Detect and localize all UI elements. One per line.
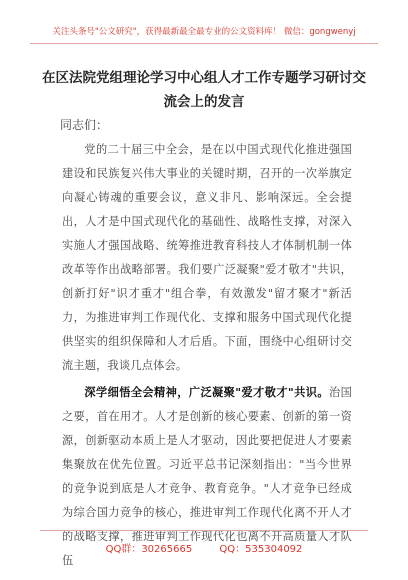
header-promo-text: 关注头条号"公文研究"，获得最新最全最专业的公文资料库！ 微信：gongwenyj [52,27,356,37]
footer-qq: QQ：535304092 [219,544,303,555]
footer-qq-group: QQ群：30265665 [105,544,193,555]
paragraph-body: 治国之要，首在用才。人才是创新的核心要素、创新的第一资源，创新驱动本质上是人才驱动，因此要把促进人才要素集聚放在优先位置。习近平总书记深刻指出："当今世界的竞争说到底是人才竞争、教育竞争。"人才竞争已经成为综合国力竞争的核心，推进审判工作现代化离不开人才的战略支撑，推进审判工作现代化也离不开高质量人才队伍 [62,386,352,567]
document-title: 在区法院党组理论学习中心组人才工作专题学习研讨交流会上的发言 [42,70,366,110]
page-footer [0,530,408,560]
salutation: 同志们： [60,118,109,132]
header-divider [30,43,378,44]
footer-divider [40,530,368,531]
paragraph-heading: 深学细悟全会精神，广泛凝聚"爱才敬才"共识。 [84,385,329,399]
body-paragraph-1: 党的二十届三中全会，是在以中国式现代化推进强国建设和民族复兴伟大事业的关键时期，召开的一次举旗定向凝心铸魂的重要会议，意义非凡、影响深远。全会提出，人才是中国式现代化的基础性、战略性支撑，对深入实施人才强国战略、统筹推进教育科技人才体制机制一体改革等作出战略部署。我们要广泛凝聚"爱才敬才"共识，创新打好"识才重才"组合拳，有效激发"留才聚才"新活力，为推进审判工作现代化、支撑和服务中国式现代化提供坚实的组织保障和人才后盾。下面，围绕中心组研讨交流主题，我谈几点体会。 [62,143,352,372]
page-header [0,0,408,44]
footer-contact [0,540,408,555]
